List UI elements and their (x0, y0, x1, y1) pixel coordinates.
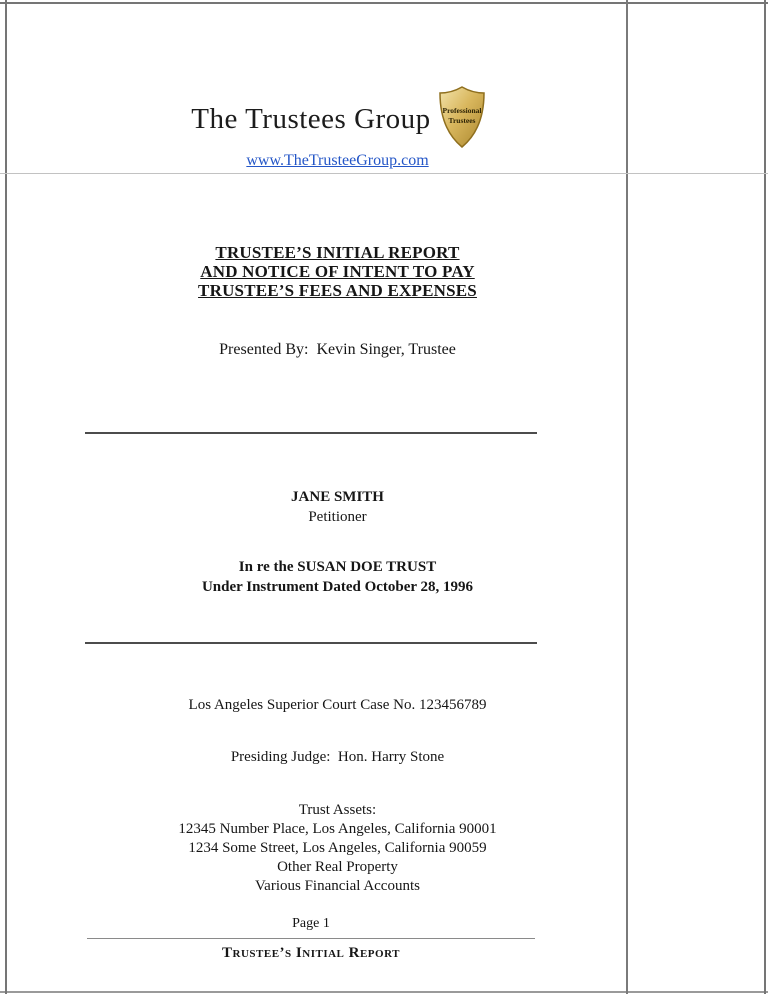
badge-text-line2: Trustees (448, 116, 476, 125)
page-number: Page 1 (292, 916, 330, 931)
trust-instrument-line: Under Instrument Dated October 28, 1996 (201, 579, 474, 595)
petitioner-name: JANE SMITH (291, 489, 384, 505)
section-divider-line-1 (85, 432, 537, 434)
petitioner-role: Petitioner (308, 509, 367, 525)
trust-asset-item: Other Real Property (277, 859, 398, 875)
section-divider-line-2 (85, 642, 537, 644)
page-border-bottom (0, 991, 768, 993)
presiding-judge-line: Presiding Judge: Hon. Harry Stone (230, 749, 445, 765)
title-line-1: TRUSTEE’S INITIAL REPORT (215, 243, 460, 262)
trust-assets-heading: Trust Assets: (298, 802, 377, 818)
website-row (85, 152, 590, 170)
letterhead-divider-line (0, 173, 768, 174)
presented-by-line: Presented By: Kevin Singer, Trustee (219, 341, 456, 358)
shield-logo-icon (438, 86, 486, 148)
title-line-2: AND NOTICE OF INTENT TO PAY (200, 262, 475, 281)
petitioner-block (85, 487, 590, 527)
page-border-left (5, 0, 7, 994)
trust-asset-item: Various Financial Accounts (255, 878, 420, 894)
trust-caption-block (85, 557, 590, 597)
trust-asset-item: 12345 Number Place, Los Angeles, California 90001 (178, 821, 497, 837)
court-case-line: Los Angeles Superior Court Case No. 123456789 (188, 697, 487, 713)
title-line-3: TRUSTEE’S FEES AND EXPENSES (198, 281, 477, 300)
badge-text-line1: Professional (442, 106, 482, 115)
page-border-top (0, 2, 768, 4)
page-border-right (764, 0, 766, 994)
document-title (85, 243, 590, 300)
letterhead (50, 85, 627, 153)
trust-asset-item: 1234 Some Street, Los Angeles, California 90059 (188, 840, 487, 856)
website-link[interactable]: www.TheTrusteeGroup.com (246, 152, 429, 169)
trust-in-re-line: In re the SUSAN DOE TRUST (238, 559, 437, 575)
brand-name: The Trustees Group (191, 102, 431, 135)
footer-document-title: Trustee’s Initial Report (222, 945, 400, 961)
footer-divider-line (87, 938, 535, 939)
trust-assets-block (85, 801, 590, 896)
